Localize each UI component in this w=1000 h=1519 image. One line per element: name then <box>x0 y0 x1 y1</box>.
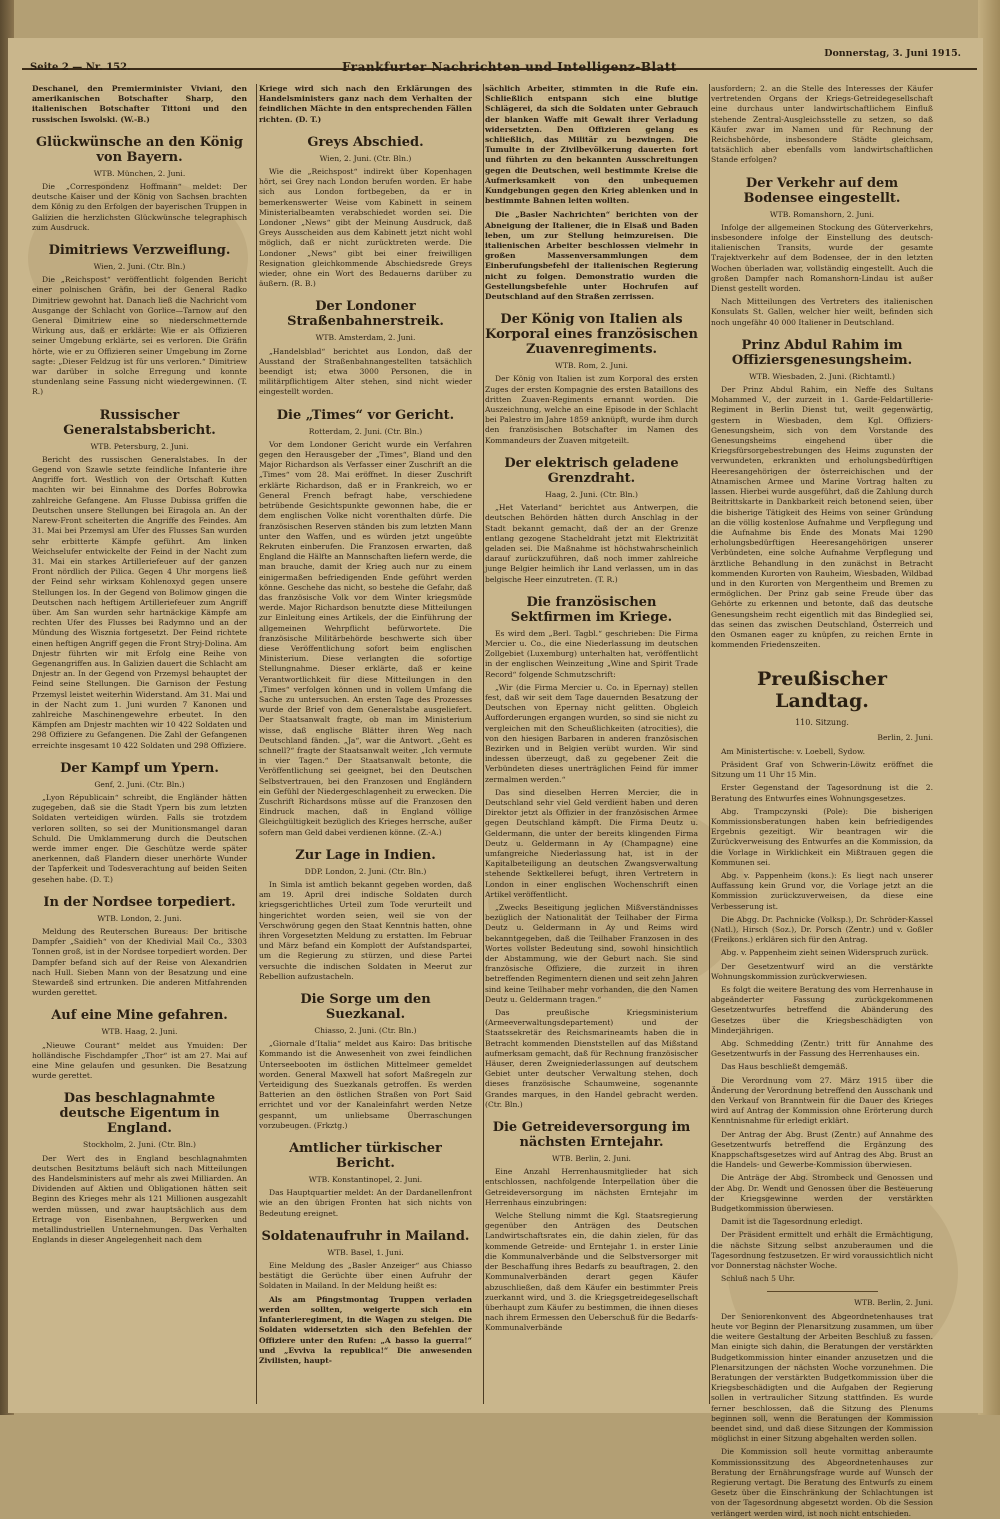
column-4 <box>711 84 933 1518</box>
article-paragraph: Abg. Schmedding (Zentr.) tritt für Annahme des Gesetzentwurfs in der Fassung des Herrenhauses ein. <box>711 1039 933 1059</box>
newspaper-title: Frankfurter Nachrichten und Intelligenz-Blatt <box>342 60 677 74</box>
article-paragraph: Das preußische Kriegsministerium (Armeeverwaltungsdepartement) und der Staatssekretär des Reichsmarineamts haben die in Betracht kommenden Dienststellen auf das Mißstand aufmerksam gemacht, daß für Rechnung französischer Häuser, deren Zweigniederlassungen auf deutschem Gebiet unter deutscher Verwaltung stehen, doch dieses französische Schaumweine, sogenannte Grandes marques, in den Handel gebracht werden. (Ctr. Bln.) <box>485 1008 698 1109</box>
article-paragraph: Es wird dem „Berl. Tagbl.“ geschrieben: Die Firma Mercier u. Co., die eine Niederlassung im deutschen Zollgebiet (Luxemburg) unterhalten hat, veröffentlicht in der englischen Weinzeitung „Wine and Spirit Trade Record“ folgende Schmutzschrift: <box>485 628 698 679</box>
article-paragraph: Die Verordnung vom 27. März 1915 über die Änderung der Verordnung betreffend den Ausschank und den Verkauf von Branntwein für die Dauer des Krieges wird auf Antrag der Kommission ohne Erörterung durch Kenntnisnahme für erledigt erklärt. <box>711 1075 933 1126</box>
headline: Die Sorge um den Suezkanal. <box>300 992 431 1023</box>
dateline: Chiasso, 2. Juni. (Ctr. Bln.) <box>314 1026 417 1036</box>
column-3 <box>485 84 698 1404</box>
dateline: WTB. Petersburg, 2. Juni. <box>90 441 189 451</box>
article-paragraph: Eine Anzahl Herrenhausmitglieder hat sich entschlossen, nachfolgende Interpellation über die Getreideversorgung im nächsten Erntejahr im Herrenhaus einzubringen: <box>485 1167 698 1207</box>
article-paragraph: Wie die „Reichspost“ indirekt über Kopenhagen hört, sei Grey nach London berufen worden. Er habe sich aus London fortbegeben, da er in bemerkenswerter Weise vom Kabinett in seinem Ministerialbeamten verabschiedet worden sei. Die Londoner „News“ gibt der Meinung Ausdruck, daß Greys Ausscheiden aus dem Kabinett jetzt nicht wohl möglich, daß er nicht zurücktreten werde. Die Londoner „News“ gibt bei einer freiwilligen Resignation gleichkommende Abschiedsrede Greys wieder, ohne ein Wort des Bedauerns darüber zu äußern. (R. B.) <box>259 167 472 289</box>
article-paragraph: Die Abgg. Dr. Pachnicke (Volksp.), Dr. Schröder-Kassel (Natl.), Hirsch (Soz.), Dr. Porsch (Zentr.) und v. Goßler (Freikons.) erklären sich für den Antrag. <box>711 914 933 945</box>
headline: Glückwünsche an den König von Bayern. <box>36 134 243 165</box>
headline: Die „Times“ vor Gericht. <box>276 407 455 423</box>
column-1 <box>32 84 247 1404</box>
article-paragraph: Damit ist die Tagesordnung erledigt. <box>721 1217 863 1227</box>
dateline: WTB. München, 2. Juni. <box>93 168 186 178</box>
article-paragraph: Als am Pfingstmontag Truppen verladen werden sollten, weigerte sich ein Infanterieregiment, in die Wagen zu steigen. Die Soldaten widersetzten sich den Befehlen der Offiziere unter den Rufen: „A basso la guerra!“ und „Evviva la republica!“ Die anwesenden Zivilisten, haupt- <box>259 1294 472 1365</box>
article-paragraph: Es folgt die weitere Beratung des vom Herrenhause in abgeänderter Fassung zurückgekommenen Gesetzentwurfes betreffend die Abänderung des Gesetzes über die Kriegsbeschädigten von Minderjährigen. <box>711 985 933 1035</box>
article-paragraph: In Simla ist amtlich bekannt gegeben worden, daß am 19. April drei indische Soldaten durch kriegsgerichtliches Urteil zum Tode verurteilt und hingerichtet worden seien, weil sie von der Verschwörung gegen den Staat Kenntnis hatten, ohne ihren Vorgesetzten Meldung zu erstatten. Im Februar und März befand ein Komplott der Aufstandspartei, um die Regierung zu stürzen, und diese Partei versuchte die indischen Soldaten in Meerut zur Rebellion aufzustacheln. <box>259 880 472 981</box>
article-paragraph: Der König von Italien ist zum Korporal des ersten Zuges der ersten Kompagnie des ersten Bataillons des dritten Zuaven-Regiments ernannt worden. Die Auszeichnung, welche an eine Episode in der Schlacht bei Palestro im Jahre 1859 anknüpft, wurde ihm durch den französischen Botschafter im Namen des Kommandeurs der Zuaven mitgeteilt. <box>485 374 698 445</box>
headline: Der Kampf um Ypern. <box>60 760 219 776</box>
headline: Greys Abschied. <box>307 134 424 150</box>
dateline: Haag, 2. Juni. (Ctr. Bln.) <box>545 489 638 499</box>
dateline: Berlin, 2. Juni. <box>877 732 933 742</box>
article-paragraph: Der Seniorenkonvent des Abgeordnetenhauses trat heute vor Beginn der Plenarsitzung zusammen, um über die weitere Gestaltung der Arbeiten Beschluß zu fassen. Man einigte sich dahin, die Beratungen der verstärkten Budgetkommission hinter einander anzusetzen und die Plenarsitzungen der nächsten Woche vorzunehmen. Die Beratungen der verstärkten Budgetkommission über die Kriegsbeschädigten und die Aufgaben der Regierung sollen in vertraulicher Sitzung stattfinden. Es wurde ferner beschlossen, daß die Sitzung des Plenums beginnen soll, wenn die Beratungen der Kommission beendet sind, und daß diese Sitzungen der Kommission möglichst in einer Sitzung abgehalten werden sollen. <box>711 1311 933 1444</box>
headline-landtag: Preußischer Landtag. <box>756 668 888 713</box>
continued-text: Deschanel, den Premierminister Viviani, den amerikanischen Botschafter Sharp, den italienischen Botschafter Tittoni und den russischen Iswolski. (W.-B.) <box>32 84 247 124</box>
headline: Der König von Italien als Korporal eines französischen Zuavenregiments. <box>485 312 698 358</box>
headline: Das beschlagnahmte deutsche Eigentum in England. <box>59 1091 220 1137</box>
article-paragraph: Vor dem Londoner Gericht wurde ein Verfahren gegen den Herausgeber der „Times“, Bland und den Major Richardson als Verfasser einer Zuschrift an die „Times“ vom 28. Mai eröffnet. In dieser Zuschrift erklärte Richardson, daß er in Frankreich, wo er General French befragt habe, verschiedene betrübende Gesichtspunkte gewonnen habe, die er dem englischen Volke nicht vorenthalten dürfe. Die französischen Reserven ständen bis zum letzten Mann unter den Waffen, und es würden jetzt ungeübte Rekruten einberufen. Die Franzosen erwarten, daß England die Hälfte an Mannschaften liefern werde, die man brauche, damit der Krieg auch nur zu einem einigermaßen befriedigenden Ende geführt werden könne. Geschehe das nicht, so bestehe die Gefahr, daß das französische Volk vor dem Winter kriegsmüde werde. Major Richardson benutzte diese Mitteilungen zur Einleitung eines Artikels, der die Einführung der allgemeinen Wehrpflicht befürwortete. Die französische Militärbehörde beschwerte sich über diese Veröffentlichung sofort beim englischen Ministerium. Diese verlangten die sofortige Stellungnahme. Dieser erklärte, daß er keine Verantwortlichkeit für diese Mitteilungen in den „Times“ verfolgen können und in vollem Umfang die Sache zu untersuchen. An ersten Tage des Prozesses wurde der Brief von dem Generalstabe ausgeliefert. Der Staatsanwalt fragte, ob man im Ministerium wisse, daß englische Blätter ihren Weg nach Deutschland fänden. „Ja“, war die Antwort. „Geht es schnell?“ fragte der Staatsanwalt weiter. „Ich vermute in vier Tagen.“ Der Staatsanwalt betonte, die Veröffentlichung sei geeignet, bei den Deutschen Selbstvertrauen, bei den Franzosen und Engländern ein Gefühl der Niedergeschlagenheit zu erwecken. Die Zuschrift Richardsons müsse auf die Franzosen den Eindruck machen, daß in England völlige Gleichgültigkeit bezüglich des Krieges herrsche, außer sofern man Geld dabei verdienen könne. (Z.-A.) <box>259 439 472 837</box>
article-paragraph: Das sind dieselben Herren Mercier, die in Deutschland sehr viel Geld verdient haben und deren Direktor jetzt als Offizier in der französischen Armee gegen Deutschland kämpft. Die Firma Deutz u. Geldermann, die unter der bereits klingenden Firma Deutz u. Geldermann in Ay (Champagne) eine umfangreiche Niederlassung hat, ist in der Kapitalbeteiligung an deutschen Zwangsverwaltung stehende Sektkellerei befugt, ihren Vertretern in London in einer englischen Wochenschrift einen Artikel veröffentlicht. <box>485 787 698 899</box>
dateline: WTB. Konstantinopel, 2. Juni. <box>308 1175 423 1185</box>
headline: Zur Lage in Indien. <box>295 847 436 863</box>
dateline: WTB. Berlin, 2. Juni. <box>552 1154 631 1164</box>
dateline: DDP. London, 2. Juni. (Ctr. Bln.) <box>304 866 427 876</box>
article-paragraph: Die „Basler Nachrichten“ berichten von der Abneigung der Italiener, die in Elsaß und Baden leben, um zur Stellung heimzureisen. Die italienischen Arbeiter beschlossen vielmehr in großen Massenversammlungen dem Einberufungsbefehl der italienischen Regierung nicht zu folgen. Demonstratio wurden die Gestellungsbefehle unter Hochrufen auf Deutschland auf den Straßen zerrissen. <box>485 210 698 302</box>
dateline: Rotterdam, 2. Juni. (Ctr. Bln.) <box>308 426 423 436</box>
headline: In der Nordsee torpediert. <box>43 894 236 910</box>
article-paragraph: „Het Vaterland“ berichtet aus Antwerpen, die deutschen Behörden hätten durch Anschlag in der Stadt bekannt gemacht, daß der an der Grenze entlang gezogene Stacheldraht jetzt mit Elektrizität geladen sei. Die Maßnahme ist höchstwahrscheinlich darauf zurückzuführen, daß noch immer zahlreiche junge Belgier heimlich ihr Land verlassen, um in das belgische Heer einzutreten. (T. R.) <box>485 503 698 584</box>
article-paragraph: Infolge der allgemeinen Stockung des Güterverkehrs, insbesondere infolge der Einstellung des deutsch-italienischen Transits, wurde der gesamte Trajektverkehr auf dem Bodensee, der in den letzten Wochen überladen war, vollständig eingestellt. Auch die großen Dampfer nach Romanshorn-Lindau ist außer Dienst gestellt worden. <box>711 222 933 294</box>
article-paragraph: Abg. Trampczynski (Pole): Die bisherigen Kommissionsberatungen haben kein befriedigendes Ergebnis gezeitigt. Wir beantragen wir die Zurückverweisung des Entwurfes an die Kommission, da die Vorlage in Wirklichkeit ein Mißtrauen gegen die Kommunen sei. <box>711 806 933 867</box>
article-paragraph: Welche Stellung nimmt die Kgl. Staatsregierung gegenüber den Anträgen des Deutschen Landwirtschaftsrates ein, die dahin zielen, für das kommende Getreide- und Erntejahr 1. in erster Linie die Kommunalverbände und die Selbstversorger mit der Beschaffung ihres Bedarfs zu beauftragen, 2. den Kommunalverbänden derart gegen Käufer abzuschließen, daß dem Käufer ein bestimmter Preis zuerkannt wird, und 3. die Kriegsgetreidegesellschaft überhaupt zum Käufer zu bestimmen, die ihnen dieses nach ihrem Ermessen den Ueberschuß für die Bedarfs-Kommunalverbände <box>485 1211 698 1333</box>
article-paragraph: „Nieuwe Courant“ meldet aus Ymuiden: Der holländische Fischdampfer „Thor“ ist am 27. Mai auf eine Mine gelaufen und gesunken. Die Besatzung wurde gerettet. <box>32 1040 247 1081</box>
dateline: WTB. Rom, 2. Juni. <box>555 361 628 371</box>
article-paragraph: Eine Meldung des „Basler Anzeiger“ aus Chiasso bestätigt die Gerüchte über einen Aufruhr der Soldaten in Mailand. In der Meldung heißt es: <box>259 1261 472 1291</box>
issue-date: Donnerstag, 3. Juni 1915. <box>824 48 961 59</box>
headline: Russischer Generalstabsbericht. <box>63 407 216 438</box>
article-paragraph: Die „Reichspost“ veröffentlicht folgenden Bericht einer polnischen Gräfin, bei der General Radko Dimitriew gewohnt hat. Danach ließ die Nachricht vom Ausgange der Schlacht von Gorlice—Tarnow auf den General Dimitriew eine so niederschmetternde Wirkung aus, daß er erklärte: Wie er als Offizieren seiner Umgebung erklärte, sei es verloren. Die Gräfin hörte, wie er zu Offizieren seiner Umgebung im Zorne sagte: „Dieser Feldzug ist für uns verloren.“ Dimitriew war darüber in solche Erregung und konnte stundenlang seine Fassung nicht wiedergewinnen. (T. R.) <box>32 275 247 397</box>
page-number: Seite 2 — Nr. 152. <box>30 62 131 73</box>
article-paragraph: Meldung des Reuterschen Bureaus: Der britische Dampfer „Saidieh“ von der Khedivial Mail Co., 3303 Tonnen groß, ist in der Nordsee torpediert worden. Der Dampfer befand sich auf der Reise von Alexandrien nach Hull. Sieben Mann von der Besatzung und eine Stewardeß sind ertrunken. Die anderen Mitfahrenden wurden gerettet. <box>32 927 247 998</box>
session-number: 110. Sitzung. <box>795 718 849 728</box>
article-paragraph: Nach Mitteilungen des Vertreters des italienischen Konsulats St. Gallen, welcher hier weilt, befinden sich noch ungefähr 40 000 Italiener in Deutschland. <box>711 297 933 327</box>
article-paragraph: „Lyon Républicain“ schreibt, die Engländer hätten zugegeben, daß sie die Stadt Ypern bis zum letzten Soldaten verteidigen würden. Falls sie trotzdem verloren sollten, so sei der Munitionsmangel daran Schuld. Die Umklammerung durch die Deutschen werde immer enger. Die Geschütze werde später anerkennen, daß Flandern dieser unerhörte Wunder der Tapferkeit und Todesverachtung auf beiden Seiten gesehen habe. (D. T.) <box>32 792 247 884</box>
continued-text: sächlich Arbeiter, stimmten in die Rufe ein. Schließlich entspann sich eine blutige Schlägerei, da sich die Soldaten unter Gebrauch der blanken Waffe mit Gewalt ihrer Verladung widersetzten. Den Offizieren gelang es schließlich, das Militär zu bezwingen. Die Tumulte in der Zivilbevölkerung dauerten fort und führten zu den bekannten Ausschreitungen gegen die Deutschen, weil bestimmte Kreise die Aufmerksamkeit von den unbequemen Kundgebungen gegen den Krieg ablenken und in bestimmte Bahnen leiten wollten. <box>485 84 698 206</box>
article-paragraph: Das Hauptquartier meldet: An der Dardanellenfront wie an den übrigen Fronten hat sich nichts von Bedeutung ereignet. <box>259 1188 472 1218</box>
article-columns <box>22 84 977 1518</box>
article-paragraph: Schluß nach 5 Uhr. <box>721 1274 795 1284</box>
article-paragraph: Präsident Graf von Schwerin-Löwitz eröffnet die Sitzung um 11 Uhr 15 Min. <box>711 759 933 780</box>
headline: Prinz Abdul Rahim im Offiziersgenesungsheim. <box>731 337 913 368</box>
article-paragraph: Der Prinz Abdul Rahim, ein Neffe des Sultans Mohammed V., der zurzeit in 1. Garde-Feldartillerie-Regiment in Berlin Dienst tut, weilt gegenwärtig, gestern in Wiesbaden, dem Kgl. Offiziers-Genesungsheim, sich von dem Vorstande des Genesungsheims eingehend über die Kriegsfürsorgebestrebungen des Heims zugunsten der verwundeten, erkrankten und erholungsbedürftigen Heeresangehörigen der österreichischen und der Atnamischen Armee und Marine Vortrag halten zu lassen. Hierbei wurde ausgeführt, daß die Zahlung durch Beitrittskarte in Dankbarkeit reich betonend seien, über die bisherige Tätigkeit des Heims von seiner Gründung an die völlig kostenlose Aufnahme und Verpflegung und die Aufnahme bis Ende des Monats Mai 1290 erholungsbedürftigen Heeresangehörigen unserer Verbündeten, eine solche Aufnahme Verpflegung und ärztliche Behandlung in den zunächst in Betracht kommenden Kurorten von Rauheim, Wiesbaden, Wildbad und in den Kurorten von Mergentheim und Bremen zu ermöglichen. Der Prinz gab seine Freude über das Gehörte zu erkennen und betonte, daß das deutsche Genesungsheim recht eigentlich mit das Bindeglied sei, das seinen das zwischen Deutschland, Österreich und den Osmanen eager zu knüpfen, zu reichen Ernte in kommenden Friedenszeiten. <box>711 385 933 650</box>
dateline: WTB. Basel, 1. Juni. <box>327 1247 404 1257</box>
masthead <box>22 40 977 74</box>
article-paragraph: Abg. v. Pappenheim (kons.): Es liegt nach unserer Auffassung kein Grund vor, die Vorlage jetzt an die Kommission zurückzuverweisen, da diese eine Verbesserung ist. <box>711 870 933 911</box>
headline: Der Verkehr auf dem Bodensee eingestellt. <box>743 175 901 206</box>
article-paragraph: Der Gesetzentwurf wird an die verstärkte Wohnungskommission zurückverwiesen. <box>711 961 933 981</box>
article-paragraph: Das Haus beschließt demgemäß. <box>721 1062 848 1072</box>
article-paragraph: Erster Gegenstand der Tagesordnung ist die 2. Beratung des Entwurfes eines Wohnungsgesetzes. <box>711 783 933 803</box>
headline: Die französischen Sektfirmen im Kriege. <box>510 594 673 625</box>
headline: Die Getreideversorgung im nächsten Erntejahr. <box>492 1120 691 1151</box>
continued-text: ausfordern; 2. an die Stelle des Interesses der Käufer vertretenden Organs der Kriegs-Getreidegesellschaft eine durchaus unter landwirtschaftlichem Einfluß stehende Zentral-Ausgleichsstelle zu setzen, so daß Käufer zwar im Namen und für Rechnung der Reichsbehörde, insbesondere Städte gleichsam, tatsächlich aber ebenfalls vom landwirtschaftlichen Stande erfolgen? <box>711 84 933 165</box>
dateline: WTB. Amsterdam, 2. Juni. <box>315 333 416 343</box>
headline: Der elektrisch geladene Grenzdraht. <box>504 455 679 486</box>
article-paragraph: Am Ministertische: v. Loebell, Sydow. <box>721 746 865 756</box>
article-paragraph: Die „Correspondenz Hoffmann“ meldet: Der deutsche Kaiser und der König von Sachsen brachten dem König zu den Erfolgen der bayerischen Truppen in Galizien die herzlichsten Glückwünsche telegraphisch zum Ausdruck. <box>32 182 247 232</box>
divider <box>767 1291 878 1292</box>
article-paragraph: „Zwecks Beseitigung jeglichen Mißverständnisses bezüglich der Nationalität der Teilhaber der Firma Deutz u. Geldermann in Ay und Reims wird bekanntgegeben, daß die Teilhaber Franzosen in des Wortes vollster Bedeutung sind, sowohl hinsichtlich der Abstammung, wie der Geburt nach. Sie sind französische Offiziere, die zurzeit in ihren betreffenden Regimentern dienen und seit zehn Jahren sind keine Teilhaber mehr vorhanden, die den Namen Deutz u. Geldermann tragen.“ <box>485 903 698 1004</box>
article-paragraph: Der Wert des in England beschlagnahmten deutschen Besitztums beläuft sich nach Mitteilungen des Handelsministers auf mehr als zwei Milliarden. An Dividenden auf Aktien und Obligationen hätten seit Beginn des Krieges mehr als 121 Millionen ausgezahlt werden müssen, und zwar hauptsächlich aus dem Ertrage von Eisenbahnen, Bergwerken und metallindustriellen Unternehmungen. Das Verhalten Englands in dieser Angelegenheit nach dem <box>32 1153 247 1245</box>
dateline: WTB. Romanshorn, 2. Juni. <box>769 209 875 219</box>
article-paragraph: „Wir (die Firma Mercier u. Co. in Epernay) stellen fest, daß wir seit dem Tage dauernden Besatzung der Deutschen von Epernay nicht gelitten. Obgleich Aufforderungen ergangen wurden, so sind sie nicht zu vergleichen mit den Scheußlichkeiten (atrocities), die von den hiesigen Barbaren in anderen französischen Bezirken und in Belgien verübt wurden. Wir sind indessen überzeugt, daß zu gegebener Zeit die Verbündeten dieses unerträglichen Feind für immer zermalmen werden.“ <box>485 682 698 784</box>
article-paragraph: Der Präsident ermittelt und erhält die Ermächtigung, die nächste Sitzung selbst anzuberaumen und die Tagesordnung festzusetzen. Er wird voraussichtlich nicht vor Donnerstag nächster Woche. <box>711 1230 933 1271</box>
article-paragraph: Die Kommission soll heute vormittag anberaumte Kommissionssitzung des Abgeordnetenhauses zur Beratung der Ernährungsfrage wurde auf Wunsch der Regierung vertagt. Die Beratung des Entwurfs zu einem Gesetz über die Einschränkung der Schlachtungen ist von der Tagesordnung abgesetzt worden. Ob die Session verlängert werden wird, ist noch nicht entschieden. <box>711 1447 933 1518</box>
article-paragraph: „Giornale d’Italia“ meldet aus Kairo: Das britische Kommando ist die Anwesenheit von zwei feindlichen Unterseebooten im östlichen Mittelmeer gemeldet worden. General Maxwell hat sofort Maßregeln zur Verteidigung des Suezkanals getroffen. Es werden Batterien an den östlichen Straßen von Port Said errichtet und vor der Kanaleinfahrt werden Netze gespannt, um unliebsame Überraschungen vorzubeugen. (Frkztg.) <box>259 1039 472 1130</box>
dateline: Wien, 2. Juni. (Ctr. Bln.) <box>93 262 186 272</box>
headline: Soldatenaufruhr in Mailand. <box>261 1228 470 1244</box>
dateline: Stockholm, 2. Juni. (Ctr. Bln.) <box>82 1140 197 1150</box>
article-paragraph: Bericht des russischen Generalstabes. In der Gegend von Szawle setzte feindliche Infanterie ihre Angriffe fort. Westlich von der Ortschaft Kutten machten wir bei Einnahme des Dorfes Bobrowka zahlreiche Gefangene. Am Flusse Dubissa griffen die Deutschen unsere Stellungen bei Eiragola an. An der Narew-Front scheiterten die Angriffe des Feindes. Am 31. Mai bei Przemysl am Ufer des Flusses San wurden sehr erbitterte Kämpfe geführt. Am linken Weichselufer entwickelte der Feind in der Nacht zum 31. Mai ein starkes Artilleriefeuer auf der ganzen Front nördlich der Pilica. Gegen 4 Uhr morgens ließ der Feind sehr wirksam Kohlenoxyd gegen unsere Stellungen los. In der Gegend von Bolimow gingen die Deutschen nach heftigem Artilleriefeuer zum Angriff über. Am San wurden sehr hartnäckige Kämpfe am rechten Ufer des Flusses bei Radymno und an der Mündung des Wisznia fortgesetzt. Der Feind richtete einen heftigen Angriff gegen die Front Stryj-Dolina. Am Dnjestr führten wir mit Erfolg eine Reihe von Gegenangriffen aus. In Galizien dauert die Schlacht am Dnjestr an. In der Gegend von Przemysl behauptet der Feind seine Stellungen. Die Garnison der Festung Przemysl leistet weiterhin Widerstand. Am 31. Mai und in der Nacht zum 1. Juni wurden 7 Kanonen und zahlreiche Maschinengewehre erbeutet. In den Kämpfen am Dnjestr machten wir 10 422 Soldaten und 298 Offiziere zu Gefangenen. Die Zahl der Gefangenen erreichte insgesamt 10 422 Soldaten und 298 Offiziere. <box>32 454 247 750</box>
dateline: WTB. London, 2. Juni. <box>97 913 182 923</box>
headline: Dimitriews Verzweiflung. <box>48 243 231 259</box>
article-paragraph: Die Anträge der Abg. Strombeck und Genossen und der Abg. Dr. Wendt und Genossen über die Besteuerung der Kriegsgewinne werden der verstärkten Budgetkommission überwiesen. <box>711 1173 933 1214</box>
headline: Amtlicher türkischer Bericht. <box>289 1141 442 1172</box>
article-paragraph: „Handelsblad“ berichtet aus London, daß der Ausstand der Straßenbahnangestellten tatsächlich beendigt ist; etwa 3000 Personen, die in militärpflichtigem Alter stehen, sind nicht wieder eingestellt worden. <box>259 346 472 397</box>
dateline: WTB. Berlin, 2. Juni. <box>854 1297 933 1307</box>
article-paragraph: Abg. v. Pappenheim zieht seinen Widerspruch zurück. <box>721 948 929 958</box>
headline: Der Londoner Straßenbahnerstreik. <box>287 299 444 330</box>
dateline: Wien, 2. Juni. (Ctr. Bln.) <box>319 153 412 163</box>
article-paragraph: Der Antrag der Abg. Brust (Zentr.) auf Annahme des Gesetzentwurfs betreffend die Ergänzung des Knappschaftsgesetzes wird auf Antrag des Abg. Brust an die Handels- und Gewerbe-Kommission überwiesen. <box>711 1129 933 1170</box>
continued-text: Kriege wird sich nach den Erklärungen des Handelsministers ganz nach dem Verhalten der feindlichen Mächte in den entsprechenden Fällen richten. (D. T.) <box>259 84 472 124</box>
headline: Auf eine Mine gefahren. <box>51 1008 228 1024</box>
dateline: Genf, 2. Juni. (Ctr. Bln.) <box>94 779 185 789</box>
dateline: WTB. Wiesbaden, 2. Juni. (Richtamtl.) <box>749 371 895 381</box>
column-2 <box>259 84 472 1404</box>
dateline: WTB. Haag, 2. Juni. <box>101 1027 178 1037</box>
